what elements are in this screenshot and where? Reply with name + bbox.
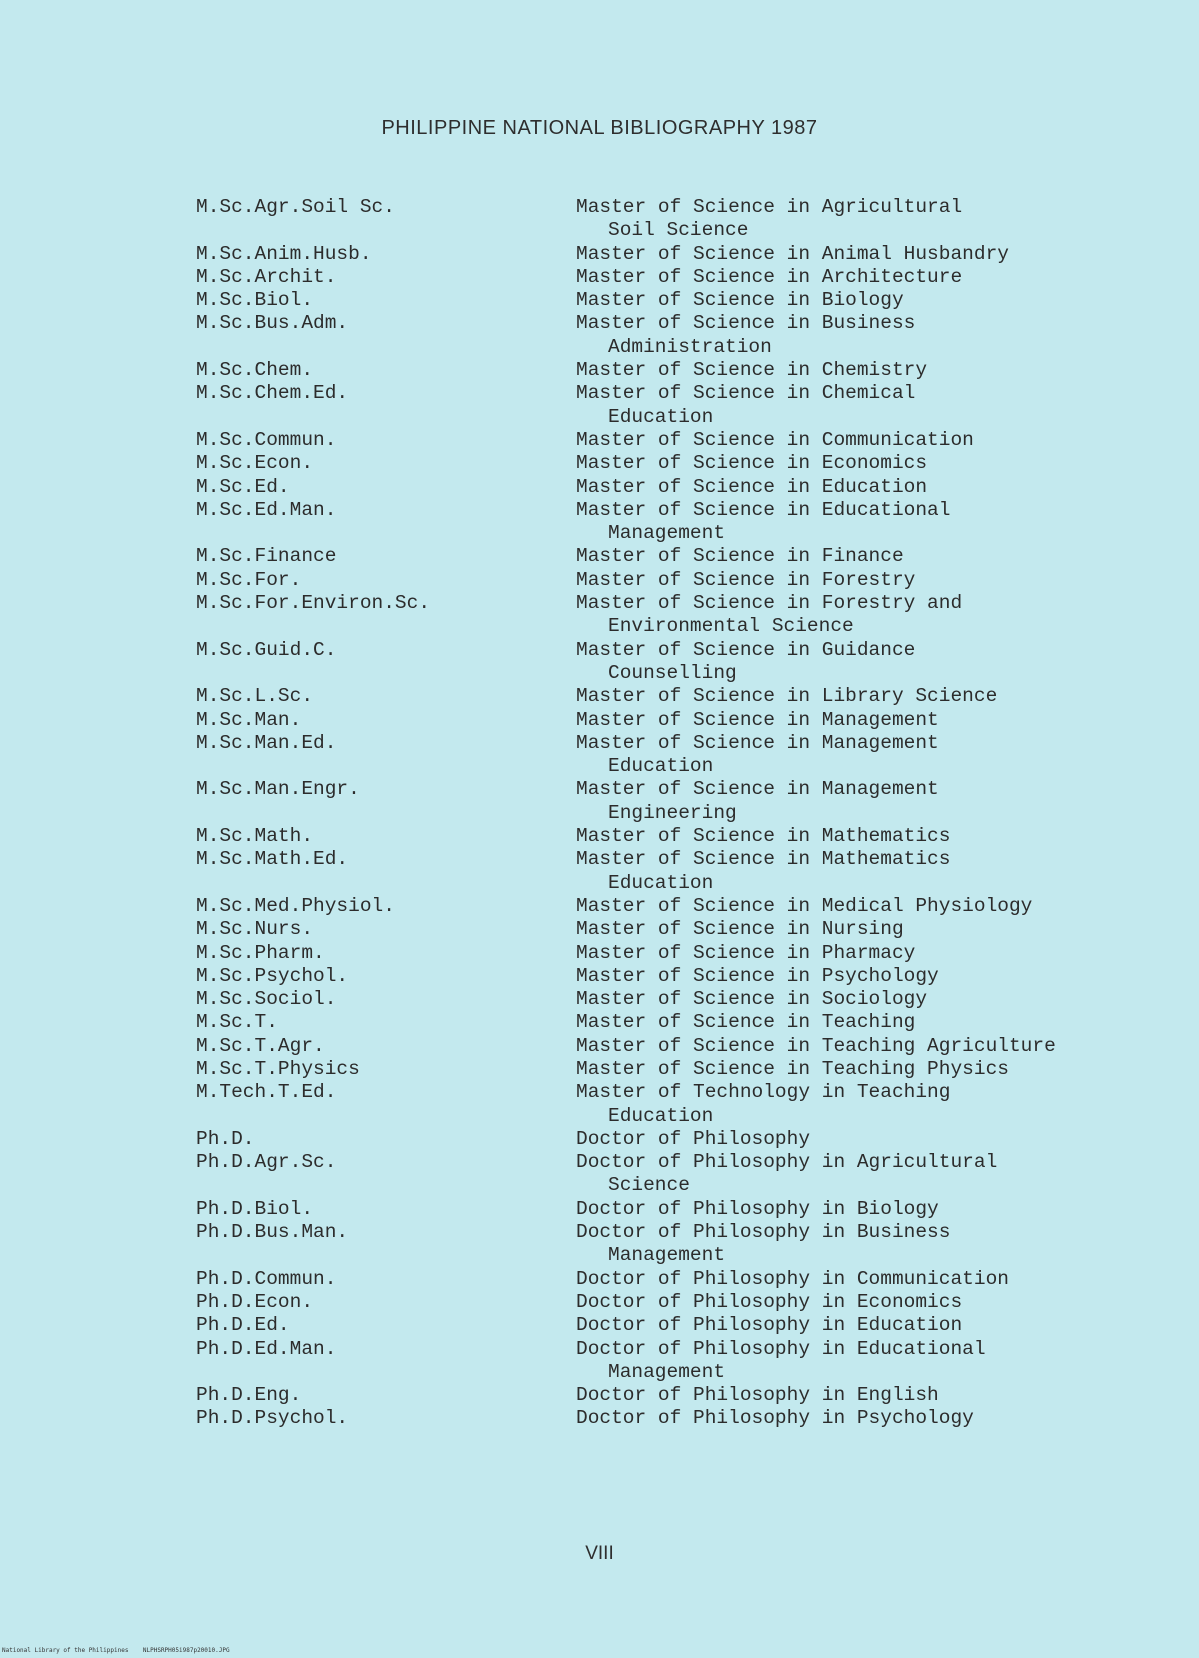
degree-name-continuation-row bbox=[196, 662, 1176, 685]
abbreviation: M.Sc.Finance bbox=[196, 545, 337, 568]
abbreviation: M.Sc.Psychol. bbox=[196, 964, 349, 987]
degree-name: Master of Technology in Teaching bbox=[576, 1081, 951, 1104]
abbreviation: Ph.D.Biol. bbox=[196, 1197, 314, 1220]
degree-name: Master of Science in Teaching Physics bbox=[576, 1057, 1009, 1080]
degree-name: Master of Science in Forestry and bbox=[576, 592, 963, 615]
degree-name-continuation: Counselling bbox=[608, 661, 737, 684]
blank-abbreviation bbox=[196, 1244, 576, 1267]
abbreviation-entry bbox=[196, 266, 1176, 289]
degree-name-continuation: Education bbox=[608, 871, 714, 894]
abbreviation: Ph.D.Commun. bbox=[196, 1267, 337, 1290]
abbreviation: M.Sc.Ed. bbox=[196, 475, 290, 498]
degree-name: Master of Science in Mathematics bbox=[576, 848, 951, 871]
blank-abbreviation bbox=[196, 662, 576, 685]
abbreviation: M.Sc.Ed.Man. bbox=[196, 498, 337, 521]
abbreviation-entry bbox=[196, 918, 1176, 941]
degree-name: Master of Science in Management bbox=[576, 778, 939, 801]
abbreviation-entry bbox=[196, 988, 1176, 1011]
degree-name-continuation: Environmental Science bbox=[608, 615, 854, 638]
degree-name: Master of Science in Animal Husbandry bbox=[576, 242, 1009, 265]
degree-name-continuation-row bbox=[196, 522, 1176, 545]
abbreviation-entry bbox=[196, 1035, 1176, 1058]
abbreviation: M.Tech.T.Ed. bbox=[196, 1081, 337, 1104]
degree-name: Master of Science in Communication bbox=[576, 428, 974, 451]
abbreviation-entry bbox=[196, 289, 1176, 312]
degree-name: Doctor of Philosophy in Psychology bbox=[576, 1407, 974, 1430]
abbreviation-entry bbox=[196, 1338, 1176, 1361]
abbreviation: M.Sc.T.Physics bbox=[196, 1057, 360, 1080]
blank-abbreviation bbox=[196, 522, 576, 545]
degree-name: Master of Science in Education bbox=[576, 475, 928, 498]
abbreviation-entry bbox=[196, 1314, 1176, 1337]
abbreviation: M.Sc.Med.Physiol. bbox=[196, 894, 395, 917]
abbreviation: M.Sc.Chem. bbox=[196, 359, 314, 382]
abbreviation: M.Sc.Nurs. bbox=[196, 918, 314, 941]
degree-name: Master of Science in Biology bbox=[576, 289, 904, 312]
degree-name-continuation-row bbox=[196, 755, 1176, 778]
abbreviation-list bbox=[196, 196, 1176, 1431]
degree-name: Master of Science in Mathematics bbox=[576, 825, 951, 848]
degree-name: Doctor of Philosophy in Economics bbox=[576, 1290, 963, 1313]
degree-name: Master of Science in Pharmacy bbox=[576, 941, 916, 964]
degree-name: Master of Science in Teaching bbox=[576, 1011, 916, 1034]
degree-name-continuation: Education bbox=[608, 405, 714, 428]
degree-name: Doctor of Philosophy in Business bbox=[576, 1221, 951, 1244]
abbreviation-entry bbox=[196, 545, 1176, 568]
degree-name: Master of Science in Architecture bbox=[576, 265, 963, 288]
degree-name: Master of Science in Guidance bbox=[576, 638, 916, 661]
abbreviation-entry bbox=[196, 1291, 1176, 1314]
abbreviation: M.Sc.Chem.Ed. bbox=[196, 382, 349, 405]
degree-name: Doctor of Philosophy in Agricultural bbox=[576, 1151, 998, 1174]
blank-abbreviation bbox=[196, 1105, 576, 1128]
degree-name-continuation-row bbox=[196, 1174, 1176, 1197]
abbreviation: Ph.D.Ed.Man. bbox=[196, 1337, 337, 1360]
abbreviation-entry bbox=[196, 1011, 1176, 1034]
abbreviation-entry bbox=[196, 499, 1176, 522]
abbreviation: M.Sc.For.Environ.Sc. bbox=[196, 592, 431, 615]
blank-abbreviation bbox=[196, 1174, 576, 1197]
abbreviation-entry bbox=[196, 476, 1176, 499]
degree-name-continuation-row bbox=[196, 802, 1176, 825]
degree-name-continuation-row bbox=[196, 615, 1176, 638]
degree-name: Master of Science in Management bbox=[576, 731, 939, 754]
abbreviation-entry bbox=[196, 359, 1176, 382]
degree-name: Doctor of Philosophy in English bbox=[576, 1384, 939, 1407]
degree-name-continuation: Administration bbox=[608, 335, 772, 358]
blank-abbreviation bbox=[196, 802, 576, 825]
degree-name-continuation: Engineering bbox=[608, 801, 737, 824]
abbreviation-entry bbox=[196, 709, 1176, 732]
abbreviation: M.Sc.Guid.C. bbox=[196, 638, 337, 661]
abbreviation: M.Sc.For. bbox=[196, 568, 302, 591]
degree-name: Master of Science in Business bbox=[576, 312, 916, 335]
abbreviation-entry bbox=[196, 452, 1176, 475]
blank-abbreviation bbox=[196, 219, 576, 242]
blank-abbreviation bbox=[196, 615, 576, 638]
degree-name-continuation-row bbox=[196, 336, 1176, 359]
abbreviation: M.Sc.L.Sc. bbox=[196, 685, 314, 708]
abbreviation: M.Sc.Biol. bbox=[196, 289, 314, 312]
degree-name-continuation-row bbox=[196, 1105, 1176, 1128]
degree-name: Master of Science in Nursing bbox=[576, 918, 904, 941]
abbreviation: Ph.D. bbox=[196, 1127, 255, 1150]
abbreviation-entry bbox=[196, 1058, 1176, 1081]
degree-name-continuation-row bbox=[196, 406, 1176, 429]
abbreviation: M.Sc.Man.Ed. bbox=[196, 731, 337, 754]
abbreviation: M.Sc.T. bbox=[196, 1011, 278, 1034]
abbreviation: M.Sc.Math. bbox=[196, 825, 314, 848]
degree-name: Master of Science in Sociology bbox=[576, 988, 928, 1011]
blank-abbreviation bbox=[196, 872, 576, 895]
page-number: VIII bbox=[585, 1543, 614, 1564]
degree-name-continuation: Education bbox=[608, 1104, 714, 1127]
abbreviation-entry bbox=[196, 196, 1176, 219]
abbreviation-entry bbox=[196, 569, 1176, 592]
degree-name: Doctor of Philosophy in Biology bbox=[576, 1197, 939, 1220]
abbreviation: M.Sc.Commun. bbox=[196, 428, 337, 451]
abbreviation-entry bbox=[196, 429, 1176, 452]
abbreviation: M.Sc.Archit. bbox=[196, 265, 337, 288]
abbreviation-entry bbox=[196, 382, 1176, 405]
abbreviation: Ph.D.Agr.Sc. bbox=[196, 1151, 337, 1174]
abbreviation: Ph.D.Psychol. bbox=[196, 1407, 349, 1430]
abbreviation-entry bbox=[196, 965, 1176, 988]
degree-name: Master of Science in Forestry bbox=[576, 568, 916, 591]
abbreviation-entry bbox=[196, 1407, 1176, 1430]
degree-name-continuation-row bbox=[196, 1244, 1176, 1267]
abbreviation: Ph.D.Bus.Man. bbox=[196, 1221, 349, 1244]
abbreviation-entry bbox=[196, 942, 1176, 965]
degree-name-continuation: Management bbox=[608, 1360, 726, 1383]
degree-name: Master of Science in Management bbox=[576, 708, 939, 731]
abbreviation-entry bbox=[196, 895, 1176, 918]
degree-name: Doctor of Philosophy bbox=[576, 1127, 811, 1150]
abbreviation: Ph.D.Econ. bbox=[196, 1290, 314, 1313]
degree-name-continuation-row bbox=[196, 219, 1176, 242]
degree-name-continuation: Soil Science bbox=[608, 219, 749, 242]
degree-name-continuation: Management bbox=[608, 1244, 726, 1267]
degree-name: Doctor of Philosophy in Education bbox=[576, 1314, 963, 1337]
abbreviation-entry bbox=[196, 1268, 1176, 1291]
degree-name-continuation-row bbox=[196, 872, 1176, 895]
degree-name: Master of Science in Agricultural bbox=[576, 196, 963, 218]
abbreviation-entry bbox=[196, 1081, 1176, 1104]
abbreviation-entry bbox=[196, 1384, 1176, 1407]
degree-name: Master of Science in Economics bbox=[576, 452, 928, 475]
abbreviation-entry bbox=[196, 848, 1176, 871]
degree-name: Doctor of Philosophy in Communication bbox=[576, 1267, 1009, 1290]
abbreviation: M.Sc.Math.Ed. bbox=[196, 848, 349, 871]
degree-name-continuation: Science bbox=[608, 1174, 690, 1197]
abbreviation: M.Sc.Sociol. bbox=[196, 988, 337, 1011]
blank-abbreviation bbox=[196, 755, 576, 778]
abbreviation-entry bbox=[196, 1198, 1176, 1221]
degree-name: Master of Science in Library Science bbox=[576, 685, 998, 708]
degree-name: Master of Science in Teaching Agriculture bbox=[576, 1034, 1056, 1057]
degree-name: Master of Science in Psychology bbox=[576, 964, 939, 987]
abbreviation-entry bbox=[196, 312, 1176, 335]
abbreviation: M.Sc.T.Agr. bbox=[196, 1034, 325, 1057]
degree-name: Master of Science in Chemistry bbox=[576, 359, 928, 382]
abbreviation: Ph.D.Ed. bbox=[196, 1314, 290, 1337]
degree-name: Doctor of Philosophy in Educational bbox=[576, 1337, 986, 1360]
blank-abbreviation bbox=[196, 336, 576, 359]
degree-name-continuation: Education bbox=[608, 755, 714, 778]
abbreviation-entry bbox=[196, 778, 1176, 801]
abbreviation-entry bbox=[196, 1128, 1176, 1151]
abbreviation: M.Sc.Man.Engr. bbox=[196, 778, 360, 801]
page-title: PHILIPPINE NATIONAL BIBLIOGRAPHY 1987 bbox=[381, 117, 818, 139]
degree-name-continuation-row bbox=[196, 1361, 1176, 1384]
abbreviation: M.Sc.Bus.Adm. bbox=[196, 312, 349, 335]
abbreviation: M.Sc.Agr.Soil Sc. bbox=[196, 196, 395, 218]
abbreviation: M.Sc.Anim.Husb. bbox=[196, 242, 372, 265]
degree-name: Master of Science in Finance bbox=[576, 545, 904, 568]
abbreviation-entry bbox=[196, 1151, 1176, 1174]
abbreviation-entry bbox=[196, 825, 1176, 848]
abbreviation-entry bbox=[196, 639, 1176, 662]
degree-name: Master of Science in Chemical bbox=[576, 382, 916, 405]
degree-name-continuation: Management bbox=[608, 522, 726, 545]
abbreviation: M.Sc.Pharm. bbox=[196, 941, 325, 964]
degree-name: Master of Science in Educational bbox=[576, 498, 951, 521]
blank-abbreviation bbox=[196, 1361, 576, 1384]
degree-name: Master of Science in Medical Physiology bbox=[576, 894, 1033, 917]
abbreviation: M.Sc.Man. bbox=[196, 708, 302, 731]
blank-abbreviation bbox=[196, 406, 576, 429]
abbreviation-entry bbox=[196, 592, 1176, 615]
abbreviation-entry bbox=[196, 243, 1176, 266]
abbreviation-entry bbox=[196, 732, 1176, 755]
abbreviation-entry bbox=[196, 1221, 1176, 1244]
scan-credit: National Library of the Philippines NLPHSRPH05i987p20010.JPG bbox=[2, 1647, 230, 1654]
abbreviation: M.Sc.Econ. bbox=[196, 452, 314, 475]
abbreviation: Ph.D.Eng. bbox=[196, 1384, 302, 1407]
abbreviation-entry bbox=[196, 685, 1176, 708]
